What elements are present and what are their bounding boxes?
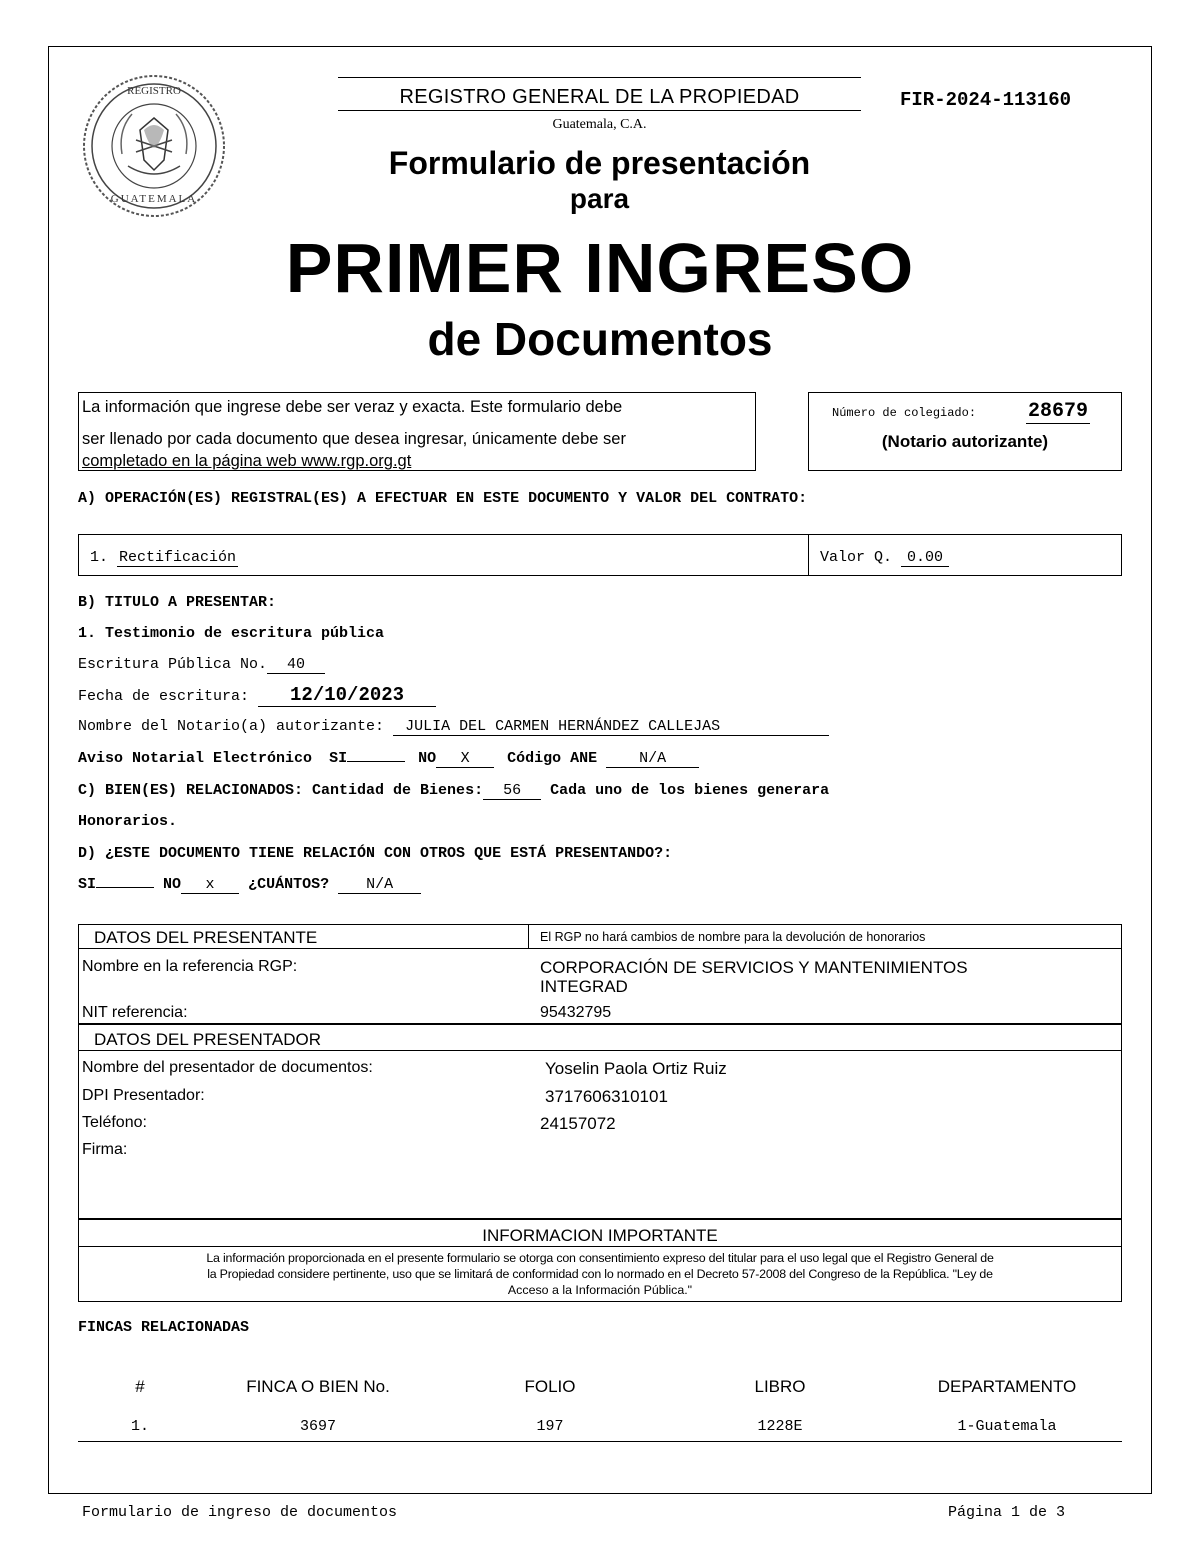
telefono-value: 24157072 [540,1114,616,1133]
col-header-departamento: DEPARTAMENTO [937,1377,1077,1396]
presentador-heading: DATOS DEL PRESENTADOR [94,1030,322,1049]
aviso-si-value [347,761,405,762]
info-line-1: La información que ingrese debe ser veraz y exacta. Este formulario debe [82,398,623,416]
dpi-label: DPI Presentador: [82,1087,205,1104]
big-title: PRIMER INGRESO [285,229,915,307]
aviso-no-label: NO [418,750,437,767]
nit-value: 95432795 [540,1004,612,1021]
section-c-line2: Honorarios. [78,813,178,830]
valor-value: 0.00 [901,549,949,567]
d-si-value [96,887,154,888]
colegiado-label: Número de colegiado: [832,406,977,420]
section-c-row [78,782,829,800]
section-c-label: C) BIEN(ES) RELACIONADOS: Cantidad de Bienes: [78,782,484,799]
registry-name: REGISTRO GENERAL DE LA PROPIEDAD [399,86,800,108]
d-si-label: SI [78,876,97,893]
registry-seal-icon [78,70,230,222]
section-c-suffix: Cada uno de los bienes generara [550,782,830,799]
importante-line-2: la Propiedad considere pertinente, uso que se limitará de conformidad con lo normado en el Decreto 57-2008 del Congreso de la República. "Ley de [207,1267,993,1281]
cuantos-value: N/A [338,876,421,894]
notario-value: JULIA DEL CARMEN HERNÁNDEZ CALLEJAS [393,718,829,736]
presentador-nombre-label: Nombre del presentador de documentos: [82,1059,373,1076]
footer-left: Formulario de ingreso de documentos [82,1504,398,1521]
footer-right: Página 1 de 3 [948,1504,1066,1521]
section-d-heading: D) ¿ESTE DOCUMENTO TIENE RELACIÓN CON OTROS QUE ESTÁ PRESENTANDO?: [78,845,673,862]
col-header-finca: FINCA O BIEN No. [246,1377,390,1396]
importante-line-1: La información proporcionada en el presente formulario se otorga con consentimiento expreso del titular para el uso legal que el Registro General de [206,1251,994,1265]
aviso-label: Aviso Notarial Electrónico [78,750,313,767]
finca-row-folio: 197 [536,1418,564,1435]
cuantos-label: ¿CUÁNTOS? [248,876,330,893]
finca-row-number: 1. [130,1418,149,1435]
col-header-libro: LIBRO [754,1377,806,1396]
fecha-label: Fecha de escritura: [78,688,250,705]
fincas-heading: FINCAS RELACIONADAS [78,1319,250,1336]
col-header-number: # [135,1377,145,1396]
section-a-heading: A) OPERACIÓN(ES) REGISTRAL(ES) A EFECTUAR EN ESTE DOCUMENTO Y VALOR DEL CONTRATO: [78,490,808,507]
fincas-divider [78,1441,1122,1442]
form-code: FIR-2024-113160 [900,89,1072,111]
firma-label: Firma: [82,1141,128,1158]
escritura-row [78,656,325,674]
d-no-value: x [181,876,239,894]
telefono-label: Teléfono: [82,1114,147,1131]
subtitle: de Documentos [427,313,773,365]
aviso-si-label: SI [329,750,348,767]
form-title-line2: para [569,183,630,214]
nombre-rgp-label: Nombre en la referencia RGP: [82,958,298,975]
presentador-nombre-value: Yoselin Paola Ortiz Ruiz [545,1059,727,1078]
escritura-label: Escritura Pública No. [78,656,268,673]
d-no-label: NO [163,876,182,893]
location: Guatemala, C.A. [552,117,647,132]
aviso-row [78,750,699,768]
section-d-row [78,876,421,894]
title-item: 1. Testimonio de escritura pública [78,625,385,642]
colegiado-value: 28679 [1028,400,1089,423]
finca-row-libro: 1228E [757,1418,803,1435]
svg-text:GUATEMALA: GUATEMALA [110,193,198,205]
bienes-count: 56 [483,782,541,800]
svg-text:REGISTRO: REGISTRO [127,85,181,97]
info-line-2: ser llenado por cada documento que desea ingresar, únicamente debe ser [82,430,626,448]
col-header-folio: FOLIO [524,1377,576,1396]
notario-row [78,718,829,736]
valor-label: Valor Q. [820,549,893,566]
presentante-note: El RGP no hará cambios de nombre para la devolución de honorarios [540,930,926,944]
presentante-heading: DATOS DEL PRESENTANTE [94,928,318,947]
section-b-heading: B) TITULO A PRESENTAR: [78,594,277,611]
notario-label: Nombre del Notario(a) autorizante: [78,718,385,735]
dpi-value: 3717606310101 [545,1087,668,1106]
valor-row [820,549,949,567]
fecha-row [78,684,436,707]
fecha-value: 12/10/2023 [258,684,436,707]
operation-value: Rectificación [119,549,237,566]
ane-value: N/A [606,750,699,768]
importante-heading: INFORMACION IMPORTANTE [482,1226,718,1245]
colegiado-sublabel: (Notario autorizante) [881,432,1049,451]
nombre-rgp-value-2: INTEGRAD [540,977,628,996]
aviso-no-value: X [436,750,494,768]
nit-label: NIT referencia: [82,1004,188,1021]
importante-line-3: Acceso a la Información Pública." [507,1283,693,1297]
nombre-rgp-value-1: CORPORACIÓN DE SERVICIOS Y MANTENIMIENTOS [540,958,968,977]
info-line-3: completado en la página web www.rgp.org.gt [82,452,412,470]
operation-row [90,549,238,567]
finca-row-finca: 3697 [299,1418,336,1435]
escritura-value: 40 [267,656,325,674]
form-title-line1: Formulario de presentación [388,145,811,181]
operation-number: 1. [90,549,109,566]
ane-label: Código ANE [507,750,598,767]
finca-row-departamento: 1-Guatemala [957,1418,1057,1435]
